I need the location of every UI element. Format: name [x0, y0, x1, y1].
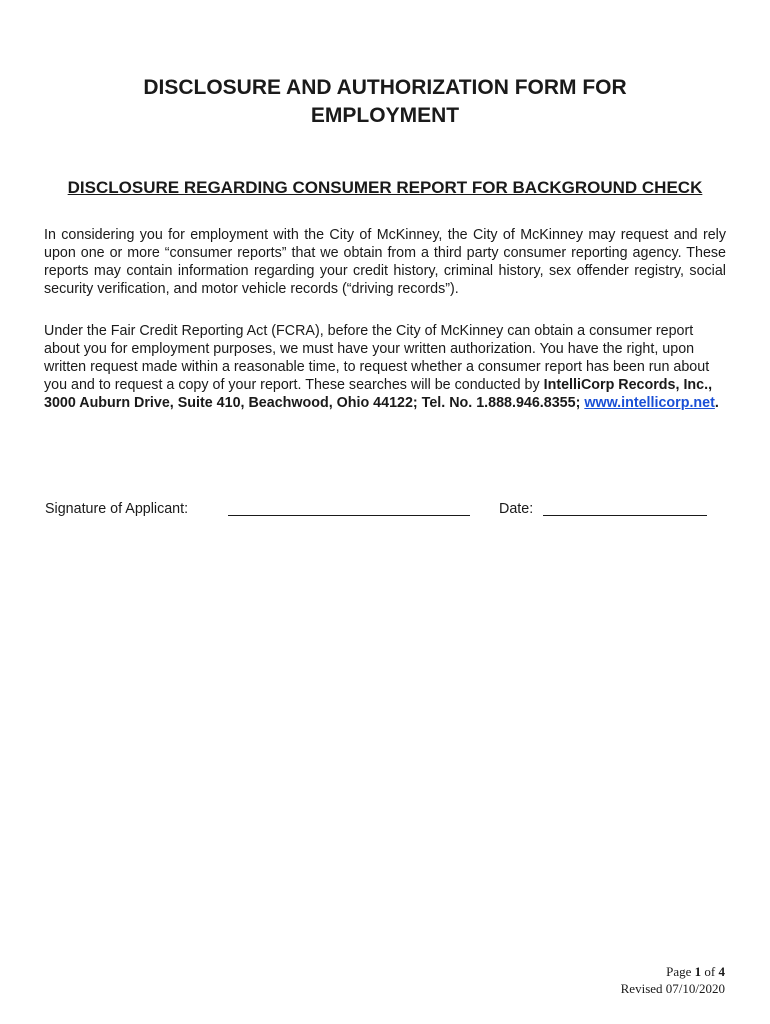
intellicorp-link[interactable]: www.intellicorp.net [584, 395, 715, 411]
revision-date: Revised 07/10/2020 [620, 981, 725, 996]
page-current: 1 [694, 964, 702, 979]
fcra-paragraph-text: Under the Fair Credit Reporting Act (FCRA), before the City of McKinney can obtain a consumer report about you for employment purposes, we must have your written authorization. You have the right, upon written request made within a reasonable time, to request whether a consumer report has been run about you and to request a copy of your report. These searches will be conducted by [44, 323, 710, 393]
title-line-2: EMPLOYMENT [310, 104, 460, 127]
disclosure-paragraph: In considering you for employment with the City of McKinney, the City of McKinney may request and rely upon one or more “consumer reports” that we obtain from a third party consumer reporting agency. These reports may contain information regarding your credit history, criminal history, sex offender registry, social security verification, and motor vehicle records (“driving records”). [44, 227, 726, 297]
date-field[interactable] [543, 515, 707, 516]
page-footer [621, 963, 725, 997]
fcra-paragraph [44, 322, 726, 412]
section-heading: DISCLOSURE REGARDING CONSUMER REPORT FOR BACKGROUND CHECK [67, 178, 703, 197]
title-line-1: DISCLOSURE AND AUTHORIZATION FORM FOR [143, 76, 627, 99]
paragraph-end-period: . [714, 395, 719, 411]
page-title [60, 74, 710, 130]
agency-contact-info: IntelliCorp Records, Inc., 3000 Auburn Drive, Suite 410, Beachwood, Ohio 44122; Tel. No. 1.888.946.8355; [44, 377, 713, 411]
date-label: Date: [499, 501, 534, 517]
page-number [621, 963, 725, 980]
signature-field[interactable] [228, 515, 470, 516]
signature-label: Signature of Applicant: [45, 501, 189, 517]
of-word: of [704, 964, 716, 979]
page-total: 4 [718, 964, 725, 979]
page-word: Page [666, 964, 692, 979]
